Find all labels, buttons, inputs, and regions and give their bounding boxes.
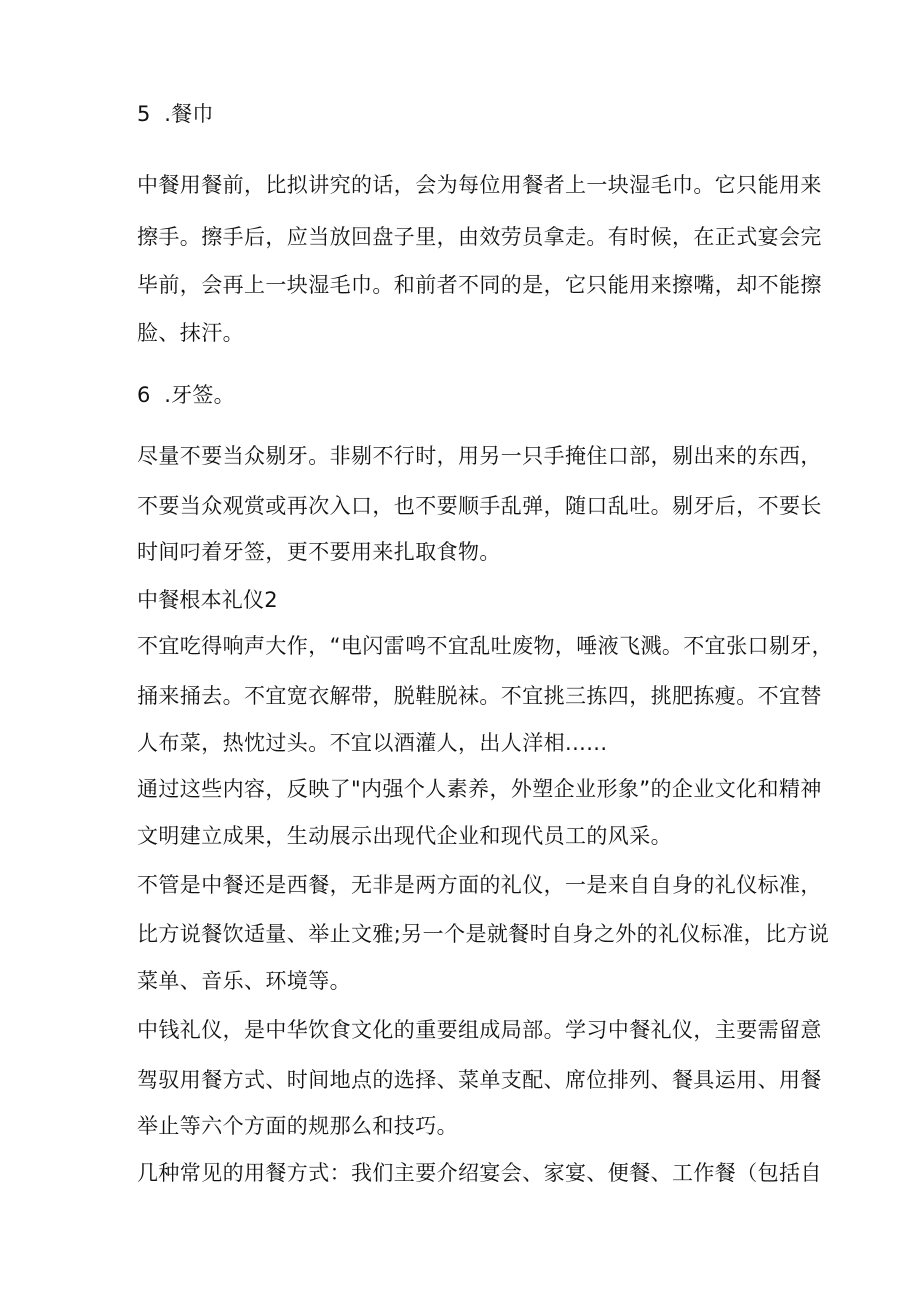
paragraph-line: 擦手。擦手后，应当放回盘子里，由效劳员拿走。有时候，在正式宴会完 bbox=[137, 225, 822, 249]
paragraph-line: 几种常见的用餐方式：我们主要介绍宴会、家宴、便餐、工作餐（包括自 bbox=[137, 1161, 822, 1185]
section-heading-basic-etiquette: 中餐根本礼仪2 bbox=[137, 588, 278, 612]
paragraph-line: 文明建立成果，生动展示出现代企业和现代员工的风采。 bbox=[137, 824, 672, 848]
paragraph-line: 菜单、音乐、环境等。 bbox=[137, 969, 351, 993]
paragraph-line: 不宜吃得响声大作，“电闪雷鸣不宜乱吐废物，唾液飞溅。不宜张口剔牙， bbox=[137, 634, 834, 658]
paragraph-line: 举止等六个方面的规那么和技巧。 bbox=[137, 1114, 458, 1138]
paragraph-line: 不要当众观赏或再次入口，也不要顺手乱弹，随口乱吐。剔牙后，不要长 bbox=[137, 494, 822, 518]
section-heading-toothpick: 6 .牙签。 bbox=[137, 383, 235, 407]
paragraph-line: 时间叼着牙签，更不要用来扎取食物。 bbox=[137, 540, 501, 564]
paragraph-line: 中餐用餐前，比拟讲究的话，会为每位用餐者上一块湿毛巾。它只能用来 bbox=[137, 173, 822, 197]
paragraph-line: 人布菜，热忱过头。不宜以酒灌人，出人洋相...... bbox=[137, 731, 608, 755]
paragraph-line: 比方说餐饮适量、举止文雅;另一个是就餐时自身之外的礼仪标准，比方说 bbox=[137, 922, 830, 946]
paragraph-line: 捅来捅去。不宜宽衣解带，脱鞋脱袜。不宜挑三拣四，挑肥拣瘦。不宜替 bbox=[137, 684, 822, 708]
paragraph-line: 中钱礼仪，是中华饮食文化的重要组成局部。学习中餐礼仪，主要需留意 bbox=[137, 1018, 822, 1042]
paragraph-line: 驾驭用餐方式、时间地点的选择、菜单支配、席位排列、餐具运用、用餐 bbox=[137, 1068, 822, 1092]
paragraph-line: 脸、抹汗。 bbox=[137, 321, 244, 345]
paragraph-line: 通过这些内容，反映了"内强个人素养，外塑企业形象”的企业文化和精神 bbox=[137, 777, 822, 801]
paragraph-line: 毕前，会再上一块湿毛巾。和前者不同的是，它只能用来擦嘴，却不能擦 bbox=[137, 273, 822, 297]
paragraph-line: 不管是中餐还是西餐，无非是两方面的礼仪，一是来自自身的礼仪标准， bbox=[137, 873, 822, 897]
paragraph-line: 尽量不要当众剔牙。非剔不行时，用另一只手掩住口部，剔出来的东西， bbox=[137, 444, 822, 468]
section-heading-napkin: 5 .餐巾 bbox=[137, 102, 214, 126]
